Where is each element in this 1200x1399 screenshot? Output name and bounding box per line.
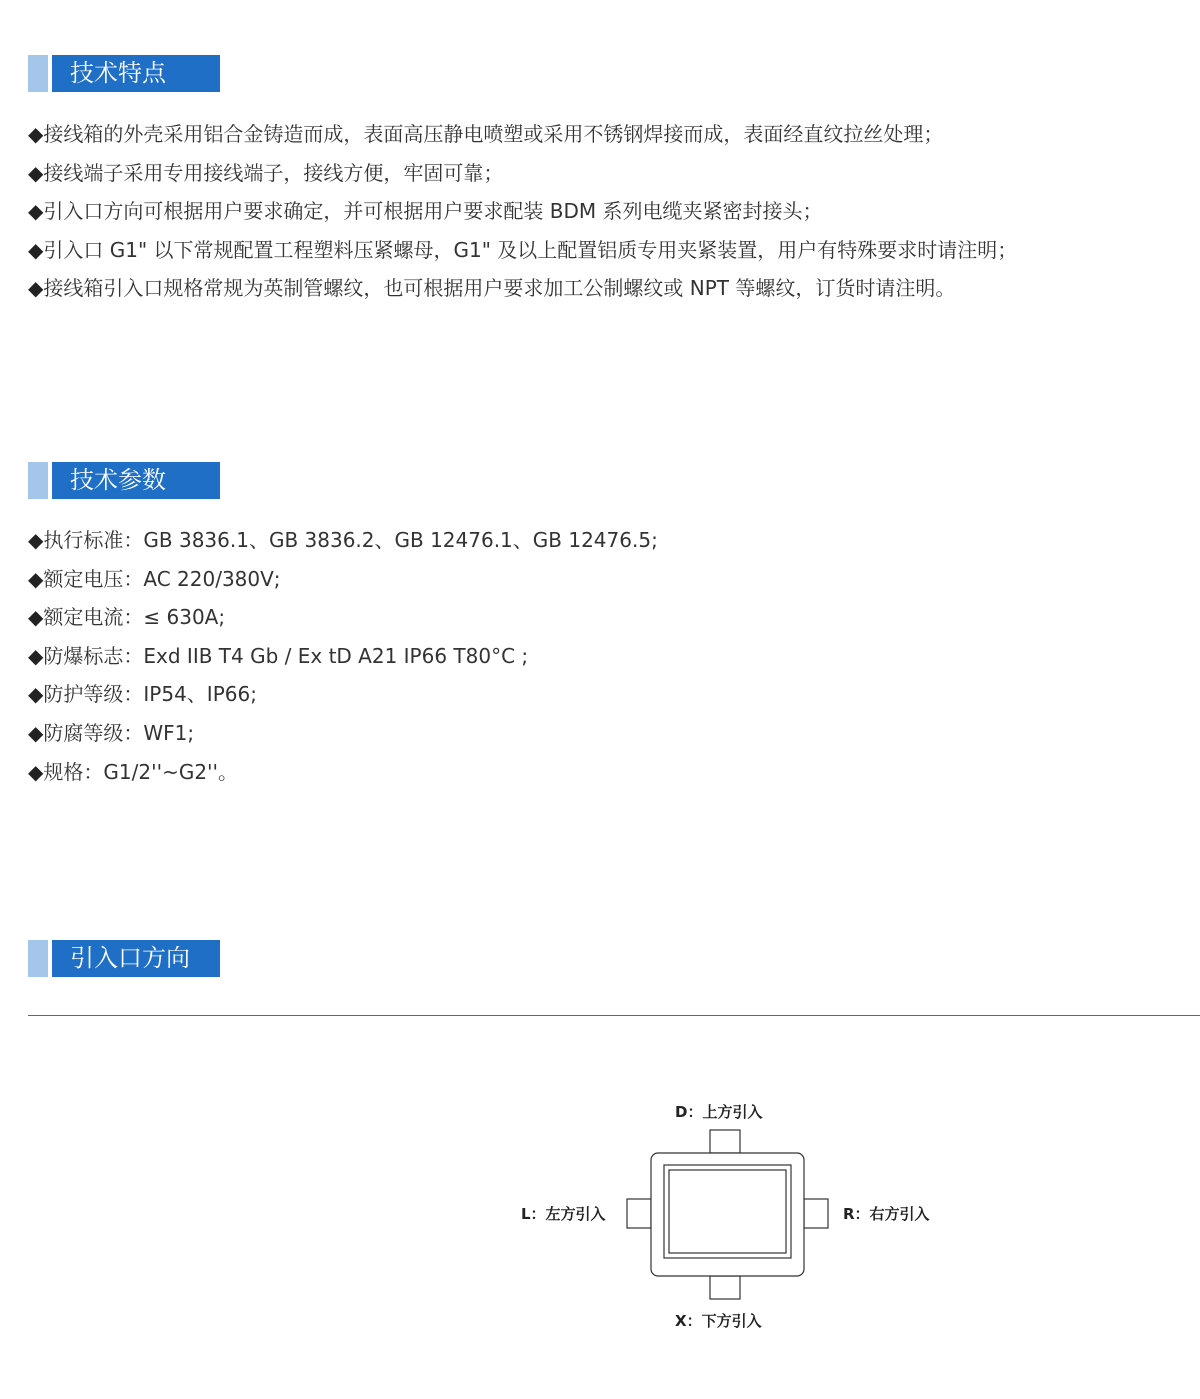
title-bar: 技术特点 [52,55,220,92]
list-item: ◆防护等级：IP54、IP66; [28,682,257,707]
label-bottom-entry: X：下方引入 [675,1312,762,1330]
bottom-entry-port [710,1276,740,1299]
label-left-entry: L：左方引入 [521,1205,606,1223]
list-item: ◆额定电压：AC 220/380V; [28,566,281,591]
diamond-bullet-icon: ◆ [28,759,44,784]
title-bar: 引入口方向 [52,940,220,977]
list-item: ◆执行标准：GB 3836.1、GB 3836.2、GB 12476.1、GB 12476.5; [28,528,658,552]
list-item: ◆接线箱引入口规格常规为英制管螺纹，也可根据用户要求加工公制螺纹或 NPT 等螺纹，订货时请注明。 [28,276,956,300]
list-item: ◆防腐等级：WF1; [28,720,195,745]
box-lid-inner [669,1170,786,1253]
list-item: ◆接线箱的外壳采用铝合金铸造而成，表面高压静电喷塑或采用不锈钢焊接而成，表面经直纹拉丝处理； [28,122,944,146]
list-item: ◆引入口方向可根据用户要求确定，并可根据用户要求配装 BDM 系列电缆夹紧密封接头； [28,199,823,223]
right-entry-port [804,1199,828,1228]
diamond-bullet-icon: ◆ [28,199,44,223]
list-item: ◆引入口 G1" 以下常规配置工程塑料压紧螺母，G1" 及以上配置铝质专用夹紧装置，用户有特殊要求时请注明； [28,237,1018,262]
list-item: ◆接线端子采用专用接线端子，接线方便，牢固可靠； [28,160,504,185]
title-bar: 技术参数 [52,462,220,499]
diamond-bullet-icon: ◆ [28,682,44,707]
list-item: ◆规格：G1/2''~G2''。 [28,759,239,784]
diamond-bullet-icon: ◆ [28,276,44,300]
diamond-bullet-icon: ◆ [28,160,44,185]
list-item: ◆防爆标志：Exd IIB T4 Gb / Ex tD A21 IP66 T80°C ; [28,643,529,668]
label-right-entry: R：右方引入 [843,1205,930,1223]
diamond-bullet-icon: ◆ [28,720,44,745]
top-entry-port [710,1130,740,1153]
diamond-bullet-icon: ◆ [28,605,44,630]
diamond-bullet-icon: ◆ [28,528,44,552]
left-entry-port [627,1199,651,1228]
diamond-bullet-icon: ◆ [28,237,44,262]
diamond-bullet-icon: ◆ [28,566,44,591]
diamond-bullet-icon: ◆ [28,122,44,146]
label-top-entry: D：上方引入 [675,1103,763,1121]
list-item: ◆额定电流：≤ 630A; [28,605,226,630]
diamond-bullet-icon: ◆ [28,643,44,668]
